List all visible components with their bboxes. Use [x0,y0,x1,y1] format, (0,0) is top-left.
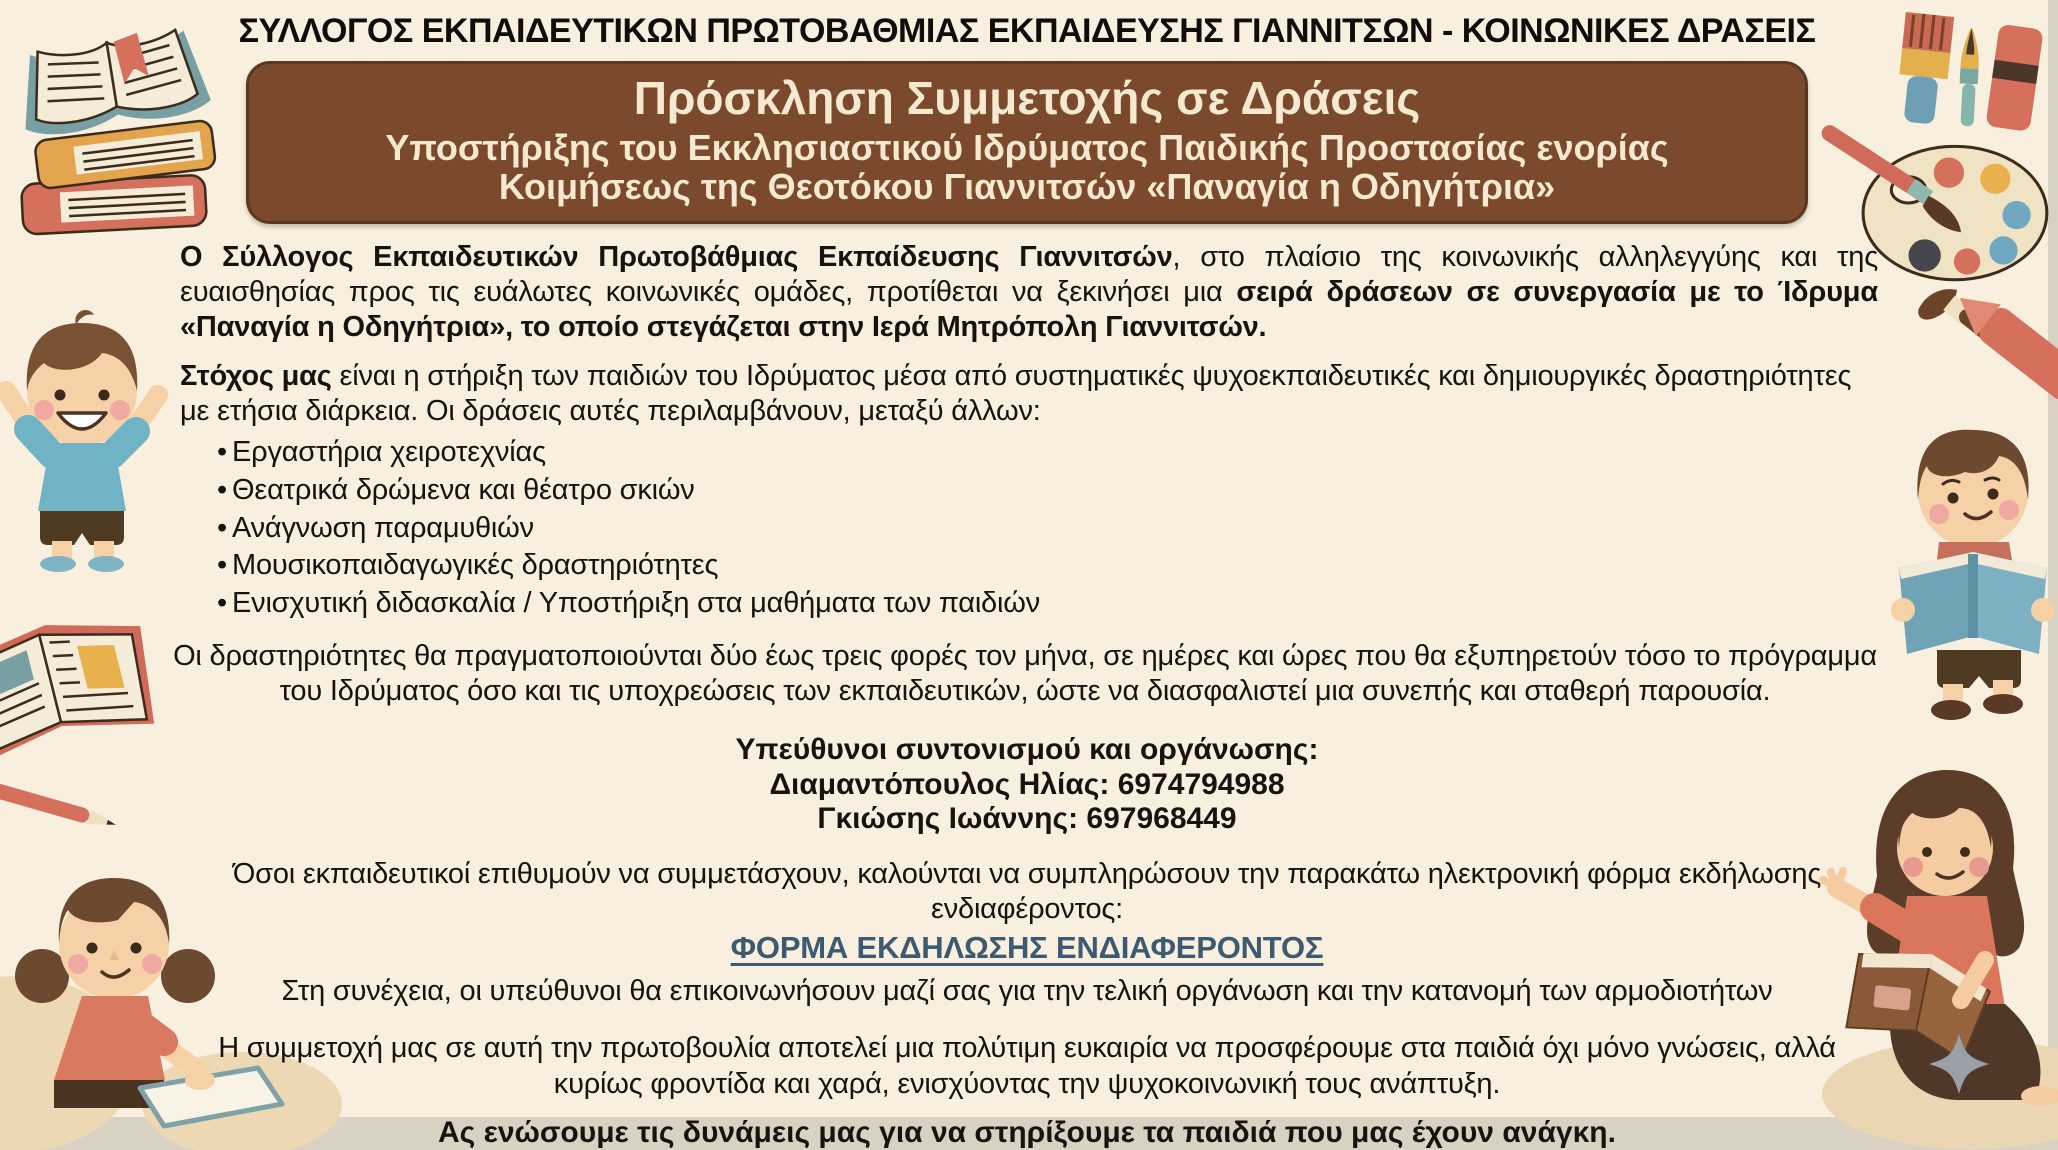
bullet-icon: • [217,436,227,469]
invitation-header-panel [246,61,1808,224]
activities-list [212,434,1884,622]
list-item [212,510,1884,548]
participation-paragraph: Όσοι εκπαιδευτικοί επιθυμούν να συμμετάσχουν, καλούνται να συμπληρώσουν την παρακάτω ηλεκτρονική φόρμα εκδήλωσης ενδιαφέροντος: [232,858,1822,926]
coordinator-phone: 6974794988 [1117,767,1285,801]
bullet-icon: • [217,473,227,506]
bullet-icon: • [217,511,227,544]
goal-lead-bold: Στόχος μας [180,360,332,393]
list-item [212,547,1884,585]
intro-paragraph [180,240,1878,345]
bullet-icon: • [217,549,227,582]
activity-label: Θεατρικά δρώμενα και θέατρο σκιών [232,473,695,506]
followup-paragraph: Στη συνέχεια, οι υπεύθυνοι θα επικοινωνήσουν μαζί σας για την τελική οργάνωση και την κατανομή των αρμοδιοτήτων [281,975,1773,1008]
schedule-paragraph: Οι δραστηριότητες θα πραγματοποιούνται δύο έως τρεις φορές τον μήνα, σε ημέρες και ώρες που θα εξυπηρετούν τόσο το πρόγραμμα του Ιδρύματος όσο και τις υποχρεώσεις των εκπαιδευτικών, ώστε να διασφαλιστεί μια συνεπής και σταθερή παρουσία. [173,639,1877,707]
coordinators-heading: Υπεύθυνοι συντονισμού και οργάνωσης: [735,732,1319,766]
invitation-subtitle-line1: Υποστήριξης του Εκκλησιαστικού Ιδρύματος Παιδικής Προστασίας ενορίας [385,126,1669,168]
bullet-icon: • [217,587,227,619]
coordinator-phone: 697968449 [1086,802,1237,836]
intro-tail-bold: σειρά δράσεων σε συνεργασία με το Ίδρυμα «Παναγία η Οδηγήτρια», το οποίο στεγάζεται στην Ιερά Μητρόπολη Γιαννιτσών. [180,275,1878,344]
activity-label: Ανάγνωση παραμυθιών [232,511,534,544]
coordinators-block [170,733,1884,837]
contact-separator: : [1099,767,1118,801]
interest-form-link[interactable]: ΦΟΡΜΑ ΕΚΔΗΛΩΣΗΣ ΕΝΔΙΑΦΕΡΟΝΤΟΣ [730,930,1324,966]
intro-lead-bold: Ο Σύλλογος Εκπαιδευτικών Πρωτοβάθμιας Εκπαίδευσης Γιαννιτσών [180,240,1173,273]
activity-label: Μουσικοπαιδαγωγικές δραστηριότητες [232,549,719,582]
contact-separator: : [1068,802,1087,836]
coordinator-contact [170,768,1884,803]
intro-middle-text: , στο πλαίσιο της κοινωνικής αλληλεγγύης και της ευαισθησίας προς τις ευάλωτες κοινωνικές ομάδες, προτίθεται να ξεκινήσει μια [180,240,1878,308]
invitation-title: Πρόσκληση Συμμετοχής σε Δράσεις [633,72,1421,124]
coordinator-name: Γκιώσης Ιωάννης [817,802,1069,836]
list-item [212,585,1884,623]
list-item [212,472,1884,510]
goal-paragraph [180,359,1878,429]
coordinator-name: Διαμαντόπουλος Ηλίας [769,767,1100,801]
activity-label: Εργαστήρια χειροτεχνίας [232,436,546,469]
association-banner-title: ΣΥΛΛΟΓΟΣ ΕΚΠΑΙΔΕΥΤΙΚΩΝ ΠΡΩΤΟΒΑΘΜΙΑΣ ΕΚΠΑΙΔΕΥΣΗΣ ΓΙΑΝΝΙΤΣΩΝ - ΚΟΙΝΩΝΙΚΕΣ ΔΡΑΣΕΙΣ [238,12,1816,50]
invitation-subtitle-line2: Κοιμήσεως της Θεοτόκου Γιαννιτσών «Παναγία η Οδηγήτρια» [498,166,1556,208]
coordinator-contact [170,802,1884,837]
activity-label: Ενισχυτική διδασκαλία / Υποστήριξη στα μαθήματα των παιδιών [232,587,1040,619]
goal-text: είναι η στήριξη των παιδιών του Ιδρύματος μέσα από συστηματικές ψυχοεκπαιδευτικές και δημιουργικές δραστηριότητες με ετήσια διάρκεια. Οι δράσεις αυτές περιλαμβάνουν, μεταξύ άλλων: [180,360,1852,428]
list-item [212,434,1884,472]
closing-paragraph: Η συμμετοχή μας σε αυτή την πρωτοβουλία αποτελεί μια πολύτιμη ευκαιρία να προσφέρουμε στα παιδιά όχι μόνο γνώσεις, αλλά κυρίως φροντίδα και χαρά, ενισχύοντας την ψυχοκοινωνική τους ανάπτυξη. [218,1032,1836,1100]
call-to-action: Ας ενώσουμε τις δυνάμεις μας για να στηρίξουμε τα παιδιά που μας έχουν ανάγκη. [438,1115,1616,1149]
